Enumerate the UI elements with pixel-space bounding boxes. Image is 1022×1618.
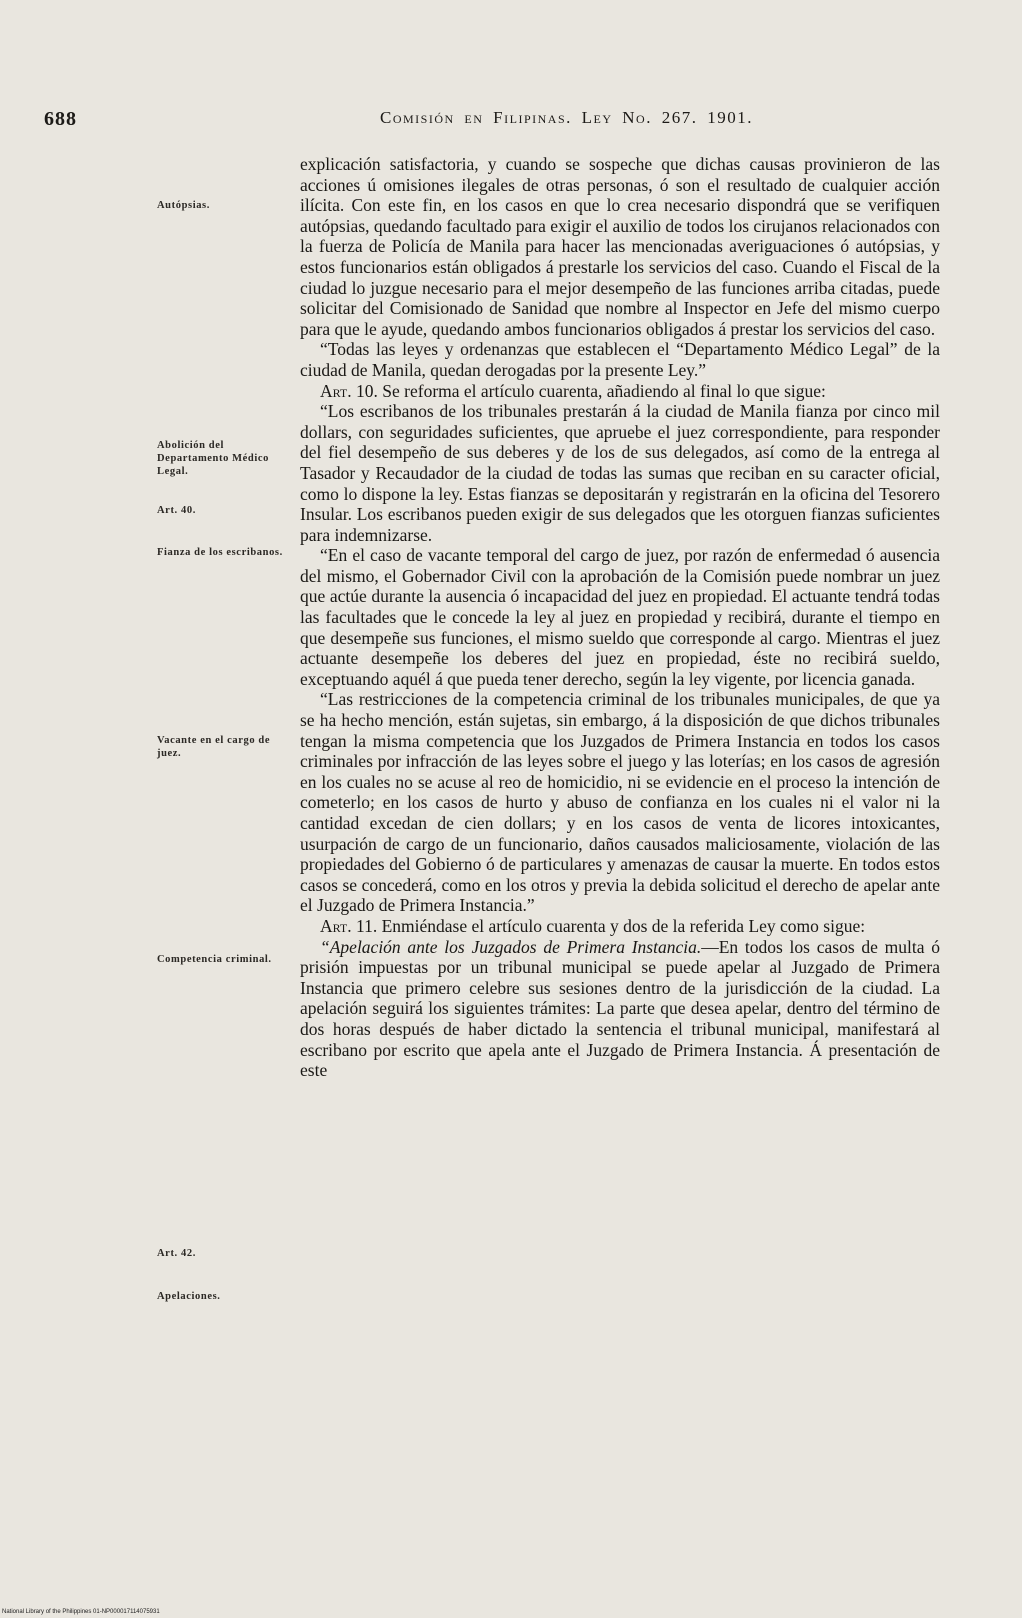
paragraph-escribanos: “Los escribanos de los tribunales prestarán á la ciudad de Manila fianza por cinco mil dollars, con seguridades suficientes, que apruebe el juez correspondiente, para responder del fiel desempeño de sus deberes y de los de sus delegados, así como de la entrega al Tasador y Recaudador de la ciudad de todas las sumas que reciban en su caracter oficial, como lo dispone la ley. Estas fianzas se depositarán y registrarán en la oficina del Tesorero Insular. Los escribanos pueden exigir de sus delegados que les otorguen fianzas suficientes para indemnizarse. [300,401,940,545]
article-label: Art. 10. [320,380,378,401]
paragraph-autopsias: explicación satisfactoria, y cuando se sospeche que dichas causas provinieron de las acciones ú omisiones ilegales de otras personas, ó son el resultado de cualquier acción ilícita. Con este fin, en los casos en que lo crea necesario dispondrá que se verifiquen autópsias, quedando facultado para exigir el auxilio de todos los cirujanos relacionados con la fuerza de Policía de Manila para hacer las mencionadas averiguaciones ó autópsias, y estos funcionarios están obligados á prestarle los servicios del caso. Cuando el Fiscal de la ciudad lo juzgue necesario para el mejor desempeño de las funciones arriba citadas, puede solicitar del Comisionado de Sanidad que nombre al Inspector en Jefe del mismo cuerpo para que le ayude, quedando ambos funcionarios obligados á prestar los servicios del caso. [300,154,941,339]
article-text: Se reforma el artículo cuarenta, añadiendo al final lo que sigue: [377,380,826,401]
margin-note-art-42: Art. 42. [157,1248,196,1259]
paragraph-apelacion [300,937,940,1081]
article-label: Art. 11. [320,915,378,936]
apelacion-text: —En todos los casos de multa ó prisión impuestas por un tribunal municipal se puede apelar al Juzgado de Primera Instancia que primero celebre sus sesiones dentro de la jurisdicción de la ciudad. La apelación seguirá los siguientes trámites: La parte que desea apelar, dentro del término de dos horas después de haber dictado la sentencia el tribunal municipal, manifestará al escribano por escrito que apela ante el Juzgado de Primera Instancia. Á presentación de este [300,936,940,1081]
margin-note-vacante: Vacante en el cargo de juez. [157,735,271,759]
margin-note-art-40: Art. 40. [157,505,196,516]
margin-note-autopsias: Autópsias. [157,200,210,211]
margin-note-apelaciones: Apelaciones. [157,1291,221,1302]
margin-note-fianza: Fianza de los escribanos. [157,547,283,558]
paragraph-competencia: “Las restricciones de la competencia criminal de los tribunales municipales, de que ya se ha hecho mención, están sujetas, sin embargo, á la disposición de que dichos tribunales tengan la misma competencia que los Juzgados de Primera Instancia en todos los casos criminales por infracción de las leyes sobre el juego y las loterías; en los casos de agresión en los cuales no se acuse al reo de homicidio, ni se evidencie en el proceso la intención de cometerlo; en los casos de hurto y abuso de confianza en los cuales ni el valor ni la cantidad excedan de cien dollars; y en los casos de venta de licores intoxicantes, usurpación de cargo de un funcionario, daños causados maliciosamente, violación de las propiedades del Gobierno ó de particulares y amenazas de causar la muerte. En todos estos casos se concederá, como en los otros y previa la debida solicitud el derecho de apelar ante el Juzgado de Primera Instancia.” [300,689,940,916]
page-number: 688 [44,108,77,130]
paragraph-abolicion: “Todas las leyes y ordenanzas que establecen el “Departamento Médico Legal” de la ciudad de Manila, quedan derogadas por la presente Ley.” [300,339,940,380]
apelacion-heading: “Apelación ante los Juzgados de Primera Instancia. [320,936,702,957]
footer-credit: National Library of the Philippines 01-NP000017114075931 [2,1609,160,1615]
running-head: Comisión en Filipinas. Ley No. 267. 1901. [380,108,753,127]
paragraph-art-10 [300,381,940,402]
body-text [300,154,940,1081]
article-text: Enmiéndase el artículo cuarenta y dos de la referida Ley como sigue: [377,915,866,936]
margin-note-competencia: Competencia criminal. [157,954,272,965]
paragraph-art-11 [300,916,940,937]
margin-note-abolicion: Abolición del Departamento Médico Legal. [157,440,269,477]
paragraph-vacante: “En el caso de vacante temporal del cargo de juez, por razón de enfermedad ó ausencia del mismo, el Gobernador Civil con la aprobación de la Comisión puede nombrar un juez que actúe durante la ausencia ó incapacidad del juez en propiedad. El actuante tendrá todas las facultades que le concede la ley al juez en propiedad y recibirá, durante el tiempo en que desempeñe sus funciones, el mismo sueldo que corresponde al cargo. Mientras el juez actuante desempeñe los deberes del juez en propiedad, éste no recibirá sueldo, exceptuando aquél á que pueda tener derecho, según la ley vigente, por licencia ganada. [300,545,940,689]
